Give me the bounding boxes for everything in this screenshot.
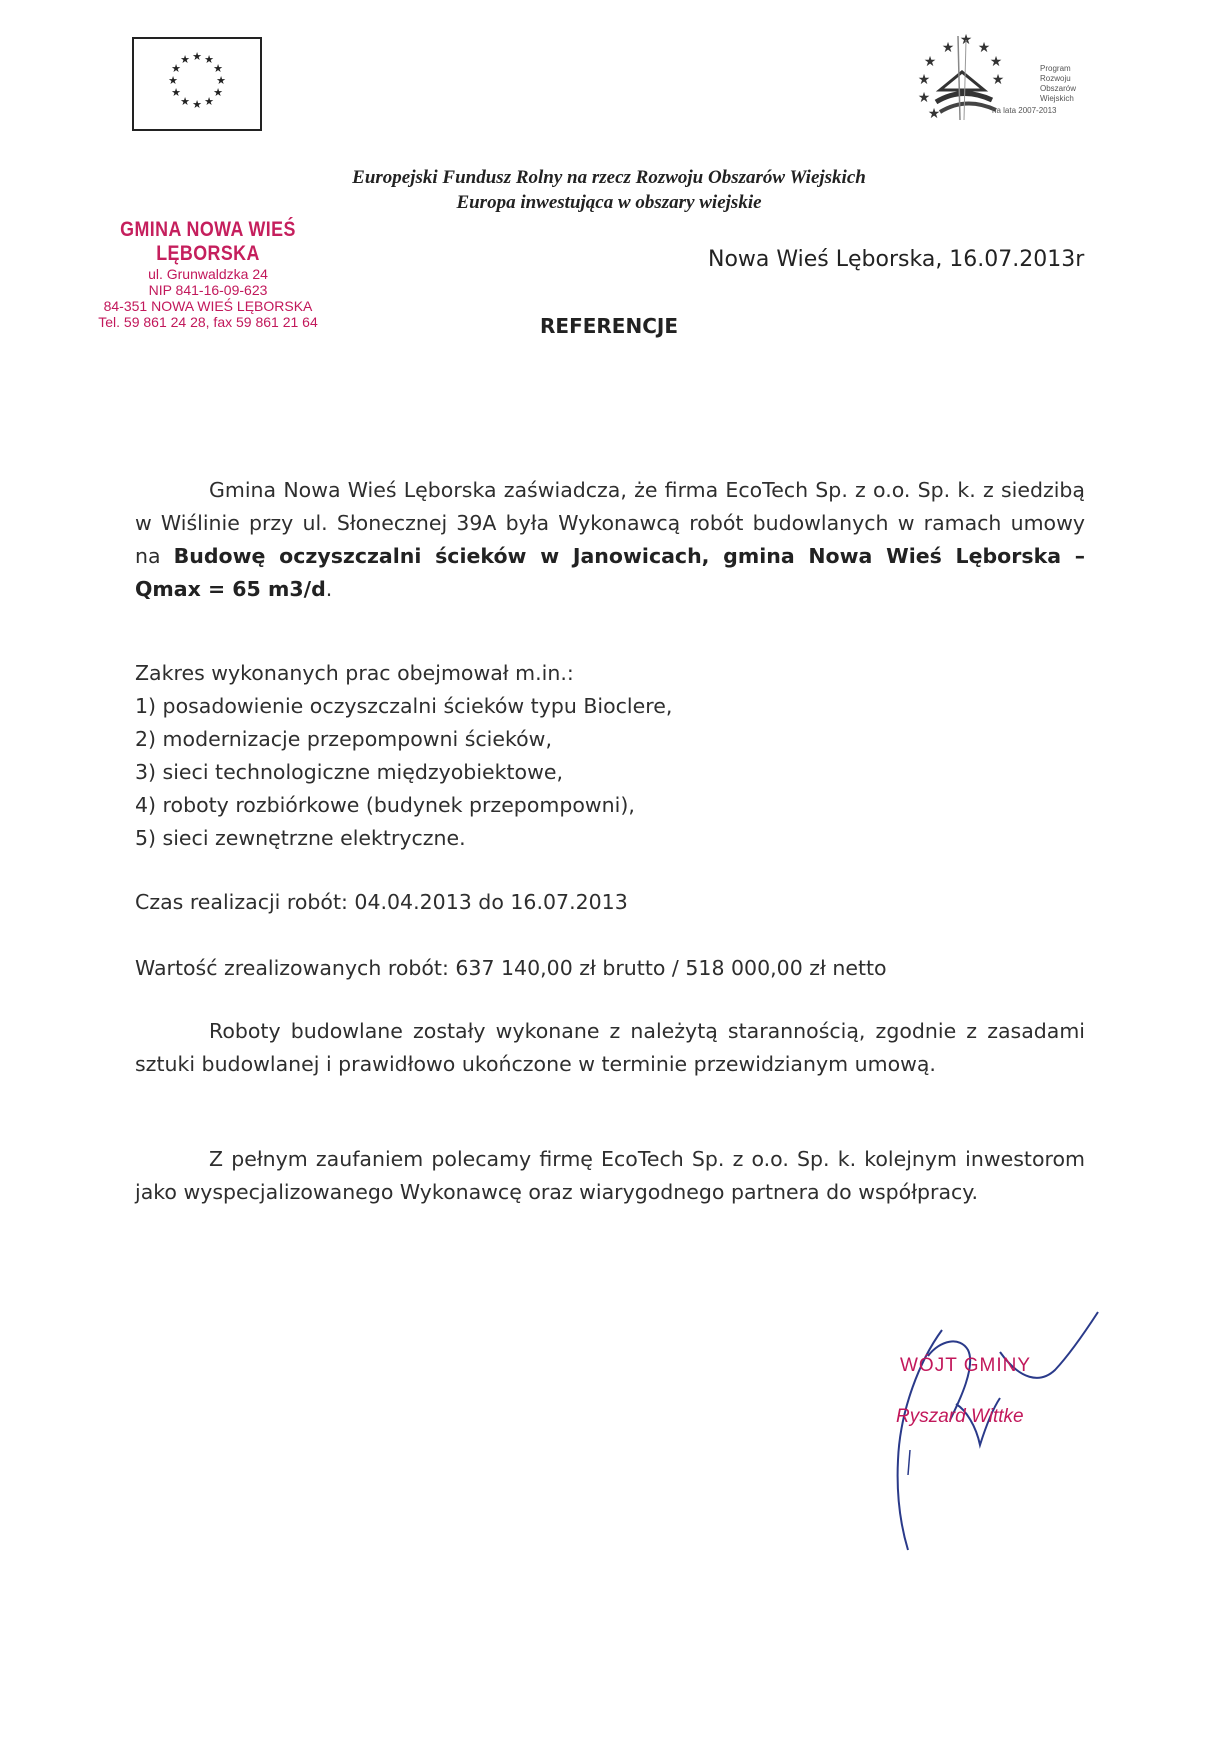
recommendation-paragraph: Z pełnym zaufaniem polecamy firmę EcoTech Sp. z o.o. Sp. k. kolejnym inwestorom jako wyspecjalizowanego Wykonawcę oraz wiarygodnego partnera do współpracy. <box>135 1147 1085 1204</box>
svg-text:★: ★ <box>977 40 991 56</box>
prow-line-3: Obszarów <box>1040 84 1077 93</box>
stamp-street: ul. Grunwaldzka 24 <box>148 266 268 282</box>
svg-text:★: ★ <box>917 90 931 106</box>
intro-text: Gmina Nowa Wieś Lęborska zaświadcza, że firma EcoTech Sp. z o.o. Sp. k. z siedzibą w Wiślinie przy ul. Słonecznej 39A była Wykonawcą robót budowlanych w ramach umowy na <box>135 478 1085 568</box>
stamp-phone: Tel. 59 861 24 28, fax 59 861 21 64 <box>98 314 318 330</box>
svg-text:★: ★ <box>213 86 223 99</box>
value-line: Wartość zrealizowanych robót: 637 140,00 zł brutto / 518 000,00 zł netto <box>135 956 887 980</box>
handwritten-signature <box>880 1300 1120 1560</box>
svg-text:★: ★ <box>941 40 955 56</box>
prow-logo <box>900 30 1077 130</box>
duration-line: Czas realizacji robót: 04.04.2013 do 16.07.2013 <box>135 890 628 914</box>
svg-text:★: ★ <box>216 74 226 87</box>
svg-text:★: ★ <box>989 54 1003 70</box>
svg-text:★: ★ <box>192 98 202 111</box>
stamp-title: GMINA NOWA WIEŚ LĘBORSKA <box>120 218 296 265</box>
stamp-nip: NIP 841-16-09-623 <box>148 282 268 298</box>
svg-text:★: ★ <box>959 32 973 48</box>
prow-line-4: Wiejskich <box>1040 94 1074 103</box>
contract-name: Budowę oczyszczalni ścieków w Janowicach, gmina Nowa Wieś Lęborska – Qmax = 65 m3/d <box>135 544 1085 601</box>
scope-item: 1) posadowienie oczyszczalni ścieków typu Bioclere, <box>135 694 673 718</box>
svg-text:★: ★ <box>168 74 178 87</box>
prow-line-2: Rozwoju <box>1040 74 1071 83</box>
svg-text:★: ★ <box>923 54 937 70</box>
svg-text:★: ★ <box>180 95 190 108</box>
intro-end: . <box>325 577 333 601</box>
svg-text:★: ★ <box>171 62 181 75</box>
intro-paragraph <box>135 474 1085 606</box>
svg-text:★: ★ <box>917 72 931 88</box>
signatory-name: Ryszard Wittke <box>896 1406 1024 1427</box>
header-fund-name: Europejski Fundusz Rolny na rzecz Rozwoju Obszarów Wiejskich <box>352 167 866 188</box>
stamp-city: 84-351 NOWA WIEŚ LĘBORSKA <box>103 298 313 314</box>
quality-paragraph: Roboty budowlane zostały wykonane z należytą starannością, zgodnie z zasadami sztuki budowlanej i prawidłowo ukończone w terminie przewidzianym umową. <box>135 1019 1085 1076</box>
svg-text:★: ★ <box>180 53 190 66</box>
eu-stars-icon <box>134 39 260 129</box>
scope-item: 4) roboty rozbiórkowe (budynek przepompowni), <box>135 793 635 817</box>
document-title: REFERENCJE <box>540 314 678 338</box>
scope-heading: Zakres wykonanych prac obejmował m.in.: <box>135 661 574 685</box>
signatory-title: WÓJT GMINY <box>900 1355 1032 1376</box>
svg-text:★: ★ <box>192 50 202 63</box>
svg-text:★: ★ <box>204 53 214 66</box>
prow-line-1: Program <box>1040 64 1071 73</box>
eu-flag-logo <box>132 37 262 131</box>
place-date: Nowa Wieś Lęborska, 16.07.2013r <box>708 247 1085 272</box>
prow-line-5: na lata 2007-2013 <box>992 106 1057 115</box>
scope-item: 3) sieci technologiczne międzyobiektowe, <box>135 760 563 784</box>
svg-text:★: ★ <box>171 86 181 99</box>
svg-text:★: ★ <box>991 72 1005 88</box>
svg-text:★: ★ <box>204 95 214 108</box>
scope-item: 2) modernizacje przepompowni ścieków, <box>135 727 552 751</box>
svg-text:★: ★ <box>927 106 941 122</box>
scope-item: 5) sieci zewnętrzne elektryczne. <box>135 826 466 850</box>
header-slogan: Europa inwestująca w obszary wiejskie <box>456 192 762 213</box>
svg-text:★: ★ <box>213 62 223 75</box>
